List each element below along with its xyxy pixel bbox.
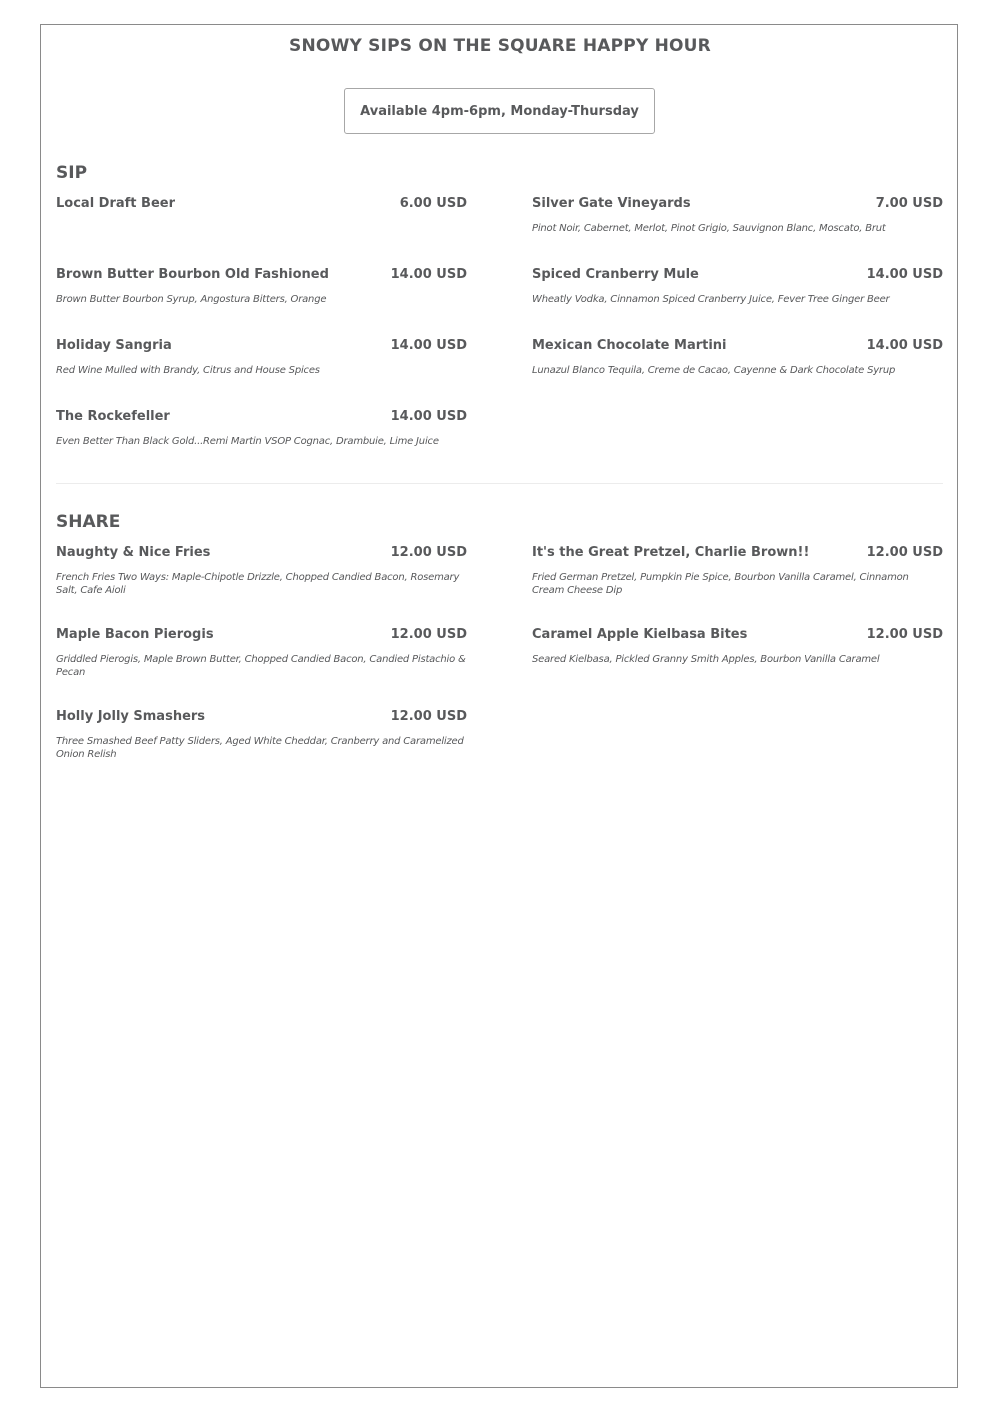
item-price: 14.00 USD	[390, 338, 467, 353]
item-price: 14.00 USD	[866, 267, 943, 282]
item-price: 12.00 USD	[390, 627, 467, 642]
item-description: Griddled Pierogis, Maple Brown Butter, Chopped Candied Bacon, Candied Pistachio & Pecan	[56, 654, 466, 678]
item-description: Three Smashed Beef Patty Sliders, Aged White Cheddar, Cranberry and Caramelized Onion Relish	[56, 736, 464, 760]
item-name: Mexican Chocolate Martini	[532, 338, 727, 353]
item-description: Fried German Pretzel, Pumpkin Pie Spice, Bourbon Vanilla Caramel, Cinnamon Cream Cheese Dip	[532, 572, 909, 596]
availability-box: Available 4pm-6pm, Monday-Thursday	[344, 88, 655, 134]
item-name: Local Draft Beer	[56, 196, 175, 211]
item-name: Spiced Cranberry Mule	[532, 267, 699, 282]
item-name: It's the Great Pretzel, Charlie Brown!!	[532, 545, 810, 560]
item-name: Maple Bacon Pierogis	[56, 627, 214, 642]
item-description: Brown Butter Bourbon Syrup, Angostura Bitters, Orange	[56, 294, 327, 305]
item-description: Seared Kielbasa, Pickled Granny Smith Apples, Bourbon Vanilla Caramel	[532, 654, 880, 665]
item-name: Silver Gate Vineyards	[532, 196, 691, 211]
menu-title: SNOWY SIPS ON THE SQUARE HAPPY HOUR	[289, 36, 711, 56]
item-price: 12.00 USD	[390, 709, 467, 724]
item-description: Lunazul Blanco Tequila, Creme de Cacao, Cayenne & Dark Chocolate Syrup	[532, 365, 896, 376]
item-description: Red Wine Mulled with Brandy, Citrus and House Spices	[56, 365, 320, 376]
item-name: Brown Butter Bourbon Old Fashioned	[56, 267, 329, 282]
item-description: Pinot Noir, Cabernet, Merlot, Pinot Grigio, Sauvignon Blanc, Moscato, Brut	[532, 223, 886, 234]
item-price: 12.00 USD	[866, 545, 943, 560]
item-description: Wheatly Vodka, Cinnamon Spiced Cranberry Juice, Fever Tree Ginger Beer	[532, 294, 890, 305]
item-name: Holly Jolly Smashers	[56, 709, 206, 724]
item-price: 14.00 USD	[390, 409, 467, 424]
item-description: Even Better Than Black Gold...Remi Martin VSOP Cognac, Drambuie, Lime Juice	[56, 436, 439, 447]
item-name: The Rockefeller	[56, 409, 170, 424]
item-price: 6.00 USD	[399, 196, 467, 211]
item-name: Naughty & Nice Fries	[56, 545, 211, 560]
item-price: 12.00 USD	[390, 545, 467, 560]
item-name: Holiday Sangria	[56, 338, 172, 353]
item-description: French Fries Two Ways: Maple-Chipotle Drizzle, Chopped Candied Bacon, Rosemary Salt, Cafe Aioli	[56, 572, 460, 596]
section-divider	[56, 483, 943, 484]
item-name: Caramel Apple Kielbasa Bites	[532, 627, 748, 642]
section-title-sip: SIP	[56, 163, 88, 183]
item-price: 7.00 USD	[875, 196, 943, 211]
item-price: 14.00 USD	[866, 338, 943, 353]
item-price: 14.00 USD	[390, 267, 467, 282]
section-title-share: SHARE	[56, 512, 121, 532]
item-price: 12.00 USD	[866, 627, 943, 642]
